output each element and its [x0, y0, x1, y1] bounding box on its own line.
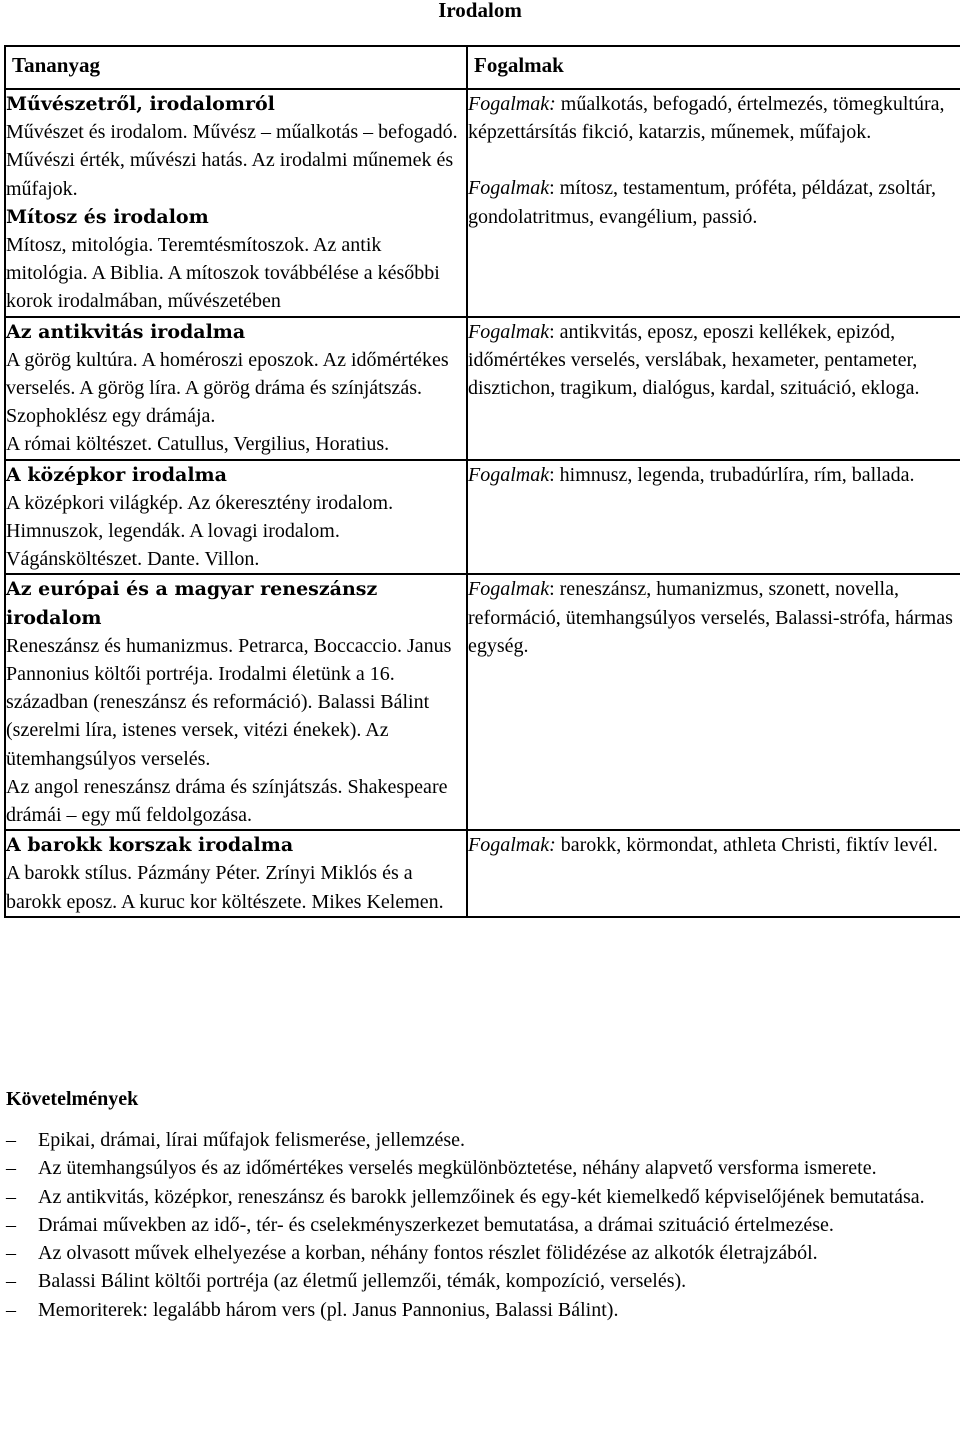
concept-block: [468, 461, 960, 489]
topic-text: Mítosz, mitológia. Teremtésmítoszok. Az antik mitológia. A Biblia. A mítoszok továbbélése a későbbi korok irodalmában, művészetében: [6, 234, 440, 313]
topic-text: A görög kultúra. A homéroszi eposzok. Az időmértékes verselés. A görög líra. A görög dráma és színjátszás. Szophoklész egy drámája.: [6, 348, 449, 428]
concepts-cell: [467, 89, 960, 317]
requirement-text: Balassi Bálint költői portréja (az életmű jellemzői, témák, kompozíció, verselés).: [38, 1270, 687, 1293]
concepts-cell: [467, 574, 960, 830]
topic-block: [6, 773, 466, 829]
topic-block: [6, 318, 466, 431]
requirement-item: [0, 1154, 935, 1182]
concept-lead: Fogalmak: [468, 177, 550, 200]
topic-block: [6, 461, 466, 574]
requirement-text: Az antikvitás, középkor, reneszánsz és barokk jellemzőinek és egy-két kiemelkedő képviselőjének bemutatása.: [38, 1185, 925, 1208]
concept-list: : antikvitás, eposz, eposzi kellékek, epizód, időmértékes verselés, verslábak, hexameter, pentameter, disztichon, tragikum, dialógus, kardal, szituáció, ekloga.: [468, 320, 920, 400]
concept-block: [468, 174, 960, 230]
concept-block: [468, 575, 960, 660]
table-header-row: [5, 46, 960, 89]
concept-lead: Fogalmak: [468, 463, 550, 486]
table-row: [5, 89, 960, 317]
requirement-text: Az ütemhangsúlyos és az időmértékes verselés megkülönböztetése, néhány alapvető versforma ismerete.: [38, 1157, 877, 1180]
concept-lead: Fogalmak: [468, 320, 550, 343]
concept-list: : mítosz, testamentum, próféta, példázat, zsoltár, gondolatritmus, evangélium, passió.: [468, 177, 936, 228]
dash-bullet: –: [6, 1129, 16, 1151]
concept-lead: Fogalmak:: [468, 834, 556, 857]
topic-cell: [5, 574, 467, 830]
topic-block: [6, 430, 466, 458]
table-row: [5, 830, 960, 917]
topic-cell: [5, 89, 467, 317]
table-row: [5, 574, 960, 830]
topic-text: Művészet és irodalom. Művész – műalkotás – befogadó. Művészi érték, művészi hatás. Az irodalmi műnemek és műfajok.: [6, 121, 458, 200]
topic-block: [6, 831, 466, 916]
requirement-item: [0, 1267, 935, 1295]
concept-list: : himnusz, legenda, trubadúrlíra, rím, ballada.: [549, 463, 915, 486]
table-body: [5, 89, 960, 917]
requirement-item: [0, 1211, 935, 1239]
topic-text: A középkori világkép. Az ókeresztény irodalom. Himnuszok, legendák. A lovagi irodalom. Vágánsköltészet. Dante. Villon.: [6, 491, 394, 571]
topic-text: A barokk stílus. Pázmány Péter. Zrínyi Miklós és a barokk eposz. A kuruc kor költészete. Mikes Kelemen.: [6, 862, 444, 913]
requirement-text: Memoriterek: legalább három vers (pl. Janus Pannonius, Balassi Bálint).: [38, 1298, 619, 1321]
concept-list: barokk, körmondat, athleta Christi, fiktív levél.: [555, 834, 938, 857]
topic-cell: [5, 830, 467, 917]
requirement-item: [0, 1296, 935, 1324]
concept-block: [468, 831, 960, 859]
dash-bullet: –: [6, 1185, 16, 1208]
requirements-heading: Követelmények: [6, 1088, 139, 1110]
topic-block: [6, 90, 466, 203]
dash-bullet: –: [6, 1270, 16, 1293]
concepts-cell: [467, 830, 960, 917]
page-title: Irodalom: [438, 0, 522, 22]
requirement-text: Az olvasott művek elhelyezése a korban, néhány fontos részlet fölidézése az alkotók életrajzából.: [38, 1242, 818, 1265]
section-title: A középkor irodalma: [6, 463, 227, 486]
concept-block: [468, 90, 960, 146]
requirement-item: [0, 1126, 935, 1154]
concept-list: : reneszánsz, humanizmus, szonett, novella, reformáció, ütemhangsúlyos verselés, Balassi-strófa, hármas egység.: [468, 578, 953, 657]
section-title: Mítosz és irodalom: [6, 205, 209, 228]
dash-bullet: –: [6, 1242, 16, 1265]
dash-bullet: –: [6, 1157, 16, 1180]
section-title: Az európai és a magyar reneszánsz irodalom: [6, 578, 378, 629]
table-row: [5, 460, 960, 575]
section-title: Művészetről, irodalomról: [6, 93, 275, 115]
requirements-list: [0, 1126, 935, 1324]
requirement-text: Drámai művekben az idő-, tér- és cselekményszerkezet bemutatása, a drámai szituáció értelmezése.: [38, 1213, 834, 1236]
requirement-item: [0, 1183, 935, 1211]
topic-text: Az angol reneszánsz dráma és színjátszás. Shakespeare drámái – egy mű feldolgozása.: [6, 775, 448, 827]
topic-block: [6, 203, 466, 316]
topic-text: Reneszánsz és humanizmus. Petrarca, Boccaccio. Janus Pannonius költői portréja. Irodalmi életünk a 16. században (reneszánsz és reformáció). Balassi Bálint (szerelmi líra, istenes versek, vitézi énekek). Az ütemhangsúlyos verselés.: [6, 634, 452, 770]
section-title: A barokk korszak irodalma: [6, 834, 294, 857]
section-title: Az antikvitás irodalma: [6, 320, 246, 343]
dash-bullet: –: [6, 1298, 16, 1321]
concepts-cell: [467, 317, 960, 460]
header-fogalmak: Fogalmak: [467, 46, 960, 89]
curriculum-table: [4, 45, 960, 918]
header-tananyag: Tananyag: [5, 46, 467, 89]
topic-block: [6, 575, 466, 772]
topic-text: A római költészet. Catullus, Vergilius, Horatius.: [6, 433, 390, 456]
requirement-item: [0, 1239, 935, 1267]
concept-list: műalkotás, befogadó, értelmezés, tömegkultúra, képzettársítás fikció, katarzis, műnemek, műfajok.: [468, 93, 945, 144]
topic-cell: [5, 460, 467, 575]
concept-block: [468, 318, 960, 403]
concept-lead: Fogalmak:: [468, 93, 556, 115]
topic-cell: [5, 317, 467, 460]
concepts-cell: [467, 460, 960, 575]
table-row: [5, 317, 960, 460]
requirement-text: Epikai, drámai, lírai műfajok felismerése, jellemzése.: [38, 1129, 466, 1151]
concept-lead: Fogalmak: [468, 578, 550, 601]
dash-bullet: –: [6, 1213, 16, 1236]
